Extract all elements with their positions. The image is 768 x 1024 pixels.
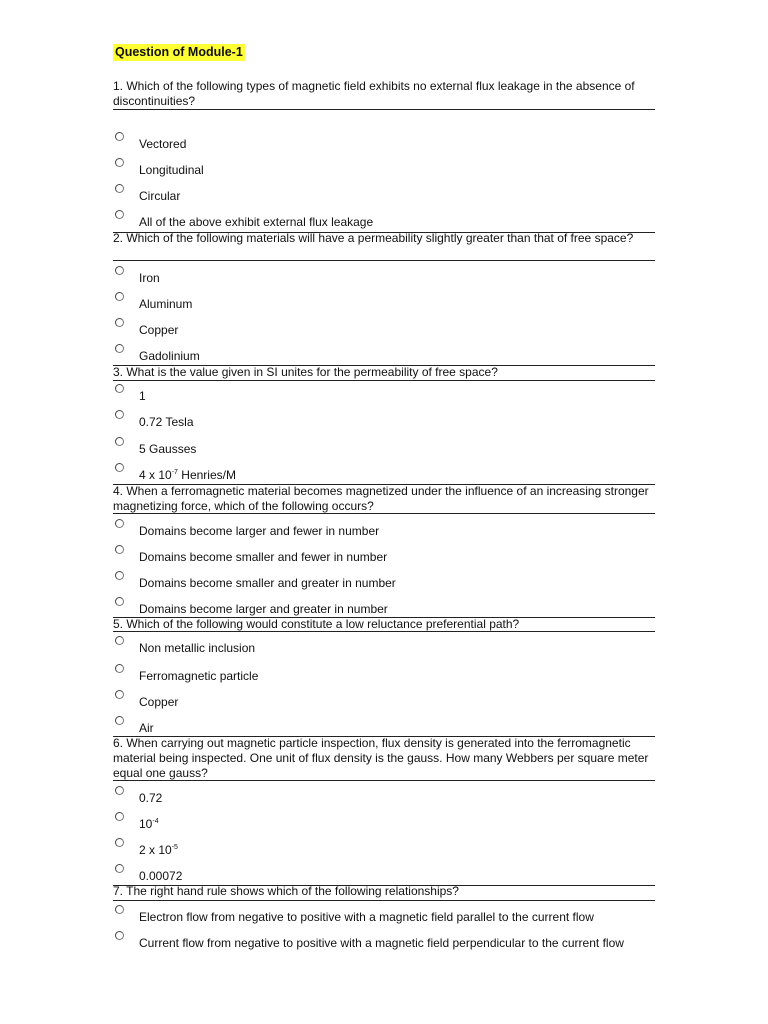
- divider: [113, 484, 655, 485]
- question-text: 5. Which of the following would constitute a low reluctance preferential path?: [113, 617, 520, 631]
- answer-text: 2 x 10: [139, 843, 172, 857]
- answer-option[interactable]: [139, 163, 204, 178]
- answer-option[interactable]: [139, 415, 194, 430]
- answer-text: Electron flow from negative to positive with a magnetic field parallel to the current flow: [139, 910, 594, 924]
- answer-option[interactable]: [139, 524, 379, 539]
- answer-text: 0.72: [139, 791, 163, 805]
- answer-radio[interactable]: [115, 664, 124, 673]
- question-text: 6. When carrying out magnetic particle inspection, flux density is generated into the ferromagnetic material being inspected. One unit of flux density is the gauss. How many Webbers per square meter equal one gauss?: [113, 736, 649, 780]
- answer-radio[interactable]: [115, 636, 124, 645]
- answer-text: Domains become smaller and greater in number: [139, 576, 396, 590]
- answer-text: 1: [139, 389, 146, 403]
- answer-radio[interactable]: [115, 838, 124, 847]
- answer-radio[interactable]: [115, 410, 124, 419]
- answer-option[interactable]: [139, 869, 182, 884]
- answer-option[interactable]: [139, 576, 396, 591]
- answer-text: All of the above exhibit external flux leakage: [139, 215, 374, 229]
- answer-text: Iron: [139, 271, 160, 285]
- answer-text: 5 Gausses: [139, 442, 197, 456]
- page-title: Question of Module-1: [115, 45, 243, 59]
- answer-text: Aluminum: [139, 297, 193, 311]
- divider: [113, 617, 655, 618]
- answer-option[interactable]: [139, 817, 159, 832]
- answer-option[interactable]: [139, 791, 162, 806]
- answer-text: Longitudinal: [139, 163, 204, 177]
- answer-radio[interactable]: [115, 864, 124, 873]
- divider: [113, 885, 655, 886]
- answer-option[interactable]: [139, 936, 624, 951]
- answer-radio[interactable]: [115, 266, 124, 275]
- divider: [113, 631, 655, 632]
- answer-text: 10: [139, 817, 153, 831]
- question-text: 1. Which of the following types of magnetic field exhibits no external flux leakage in the absence of discontinuities?: [113, 79, 635, 108]
- answer-option[interactable]: [139, 189, 180, 204]
- answer-radio[interactable]: [115, 292, 124, 301]
- answer-option[interactable]: [139, 550, 387, 565]
- answer-radio[interactable]: [115, 210, 124, 219]
- answer-radio[interactable]: [115, 463, 124, 472]
- question-text: 7. The right hand rule shows which of the following relationships?: [113, 884, 459, 898]
- divider: [113, 109, 655, 110]
- answer-option[interactable]: [139, 910, 594, 925]
- answer-option[interactable]: [139, 137, 186, 152]
- answer-text: Vectored: [139, 137, 187, 151]
- answer-radio[interactable]: [115, 786, 124, 795]
- answer-text: Gadolinium: [139, 349, 200, 363]
- answer-option[interactable]: [139, 669, 258, 684]
- answer-radio[interactable]: [115, 344, 124, 353]
- answer-text: Air: [139, 721, 154, 735]
- answer-option[interactable]: [139, 297, 192, 312]
- question-text: 2. Which of the following materials will have a permeability slightly greater than that of free space?: [113, 231, 634, 245]
- answer-option[interactable]: [139, 468, 236, 483]
- answer-text: 0.00072: [139, 869, 183, 883]
- answer-text: Circular: [139, 189, 181, 203]
- answer-radio[interactable]: [115, 158, 124, 167]
- divider: [113, 260, 655, 261]
- answer-radio[interactable]: [115, 184, 124, 193]
- answer-text: Non metallic inclusion: [139, 641, 256, 655]
- answer-radio[interactable]: [115, 132, 124, 141]
- answer-radio[interactable]: [115, 812, 124, 821]
- answer-text: Domains become smaller and fewer in number: [139, 550, 388, 564]
- answer-text: Domains become larger and fewer in number: [139, 524, 380, 538]
- answer-option[interactable]: [139, 721, 154, 736]
- answer-text: Copper: [139, 695, 179, 709]
- answer-text: Current flow from negative to positive with a magnetic field perpendicular to the current flow: [139, 936, 624, 950]
- divider: [113, 365, 655, 366]
- answer-option[interactable]: [139, 695, 178, 710]
- question-text: 4. When a ferromagnetic material becomes magnetized under the influence of an increasing stronger magnetizing force, which of the following occurs?: [113, 484, 649, 513]
- answer-text: Domains become larger and greater in number: [139, 602, 388, 616]
- divider: [113, 736, 655, 737]
- answer-radio[interactable]: [115, 437, 124, 446]
- answer-option[interactable]: [139, 349, 200, 364]
- question-text: 3. What is the value given in SI unites for the permeability of free space?: [113, 365, 498, 379]
- answer-option[interactable]: [139, 271, 160, 286]
- answer-radio[interactable]: [115, 905, 124, 914]
- divider: [113, 900, 655, 901]
- answer-text: 4 x 10: [139, 468, 172, 482]
- answer-text: Copper: [139, 323, 179, 337]
- exponent: -5: [171, 844, 178, 851]
- answer-text: Ferromagnetic particle: [139, 669, 259, 683]
- answer-radio[interactable]: [115, 597, 124, 606]
- answer-radio[interactable]: [115, 318, 124, 327]
- answer-option[interactable]: [139, 602, 388, 617]
- answer-option[interactable]: [139, 641, 255, 656]
- answer-text: 0.72 Tesla: [139, 415, 194, 429]
- answer-radio[interactable]: [115, 716, 124, 725]
- exponent: -4: [152, 818, 159, 825]
- answer-radio[interactable]: [115, 571, 124, 580]
- answer-option[interactable]: [139, 442, 196, 457]
- answer-option[interactable]: [139, 843, 178, 858]
- divider: [113, 780, 655, 781]
- answer-option[interactable]: [139, 215, 373, 230]
- answer-unit: Henries/M: [177, 468, 236, 482]
- answer-radio[interactable]: [115, 384, 124, 393]
- answer-radio[interactable]: [115, 519, 124, 528]
- answer-radio[interactable]: [115, 690, 124, 699]
- divider: [113, 513, 655, 514]
- divider: [113, 380, 655, 381]
- exponent: -7: [171, 469, 178, 476]
- divider: [113, 232, 655, 233]
- answer-radio[interactable]: [115, 545, 124, 554]
- answer-option[interactable]: [139, 389, 146, 404]
- answer-option[interactable]: [139, 323, 178, 338]
- answer-radio[interactable]: [115, 931, 124, 940]
